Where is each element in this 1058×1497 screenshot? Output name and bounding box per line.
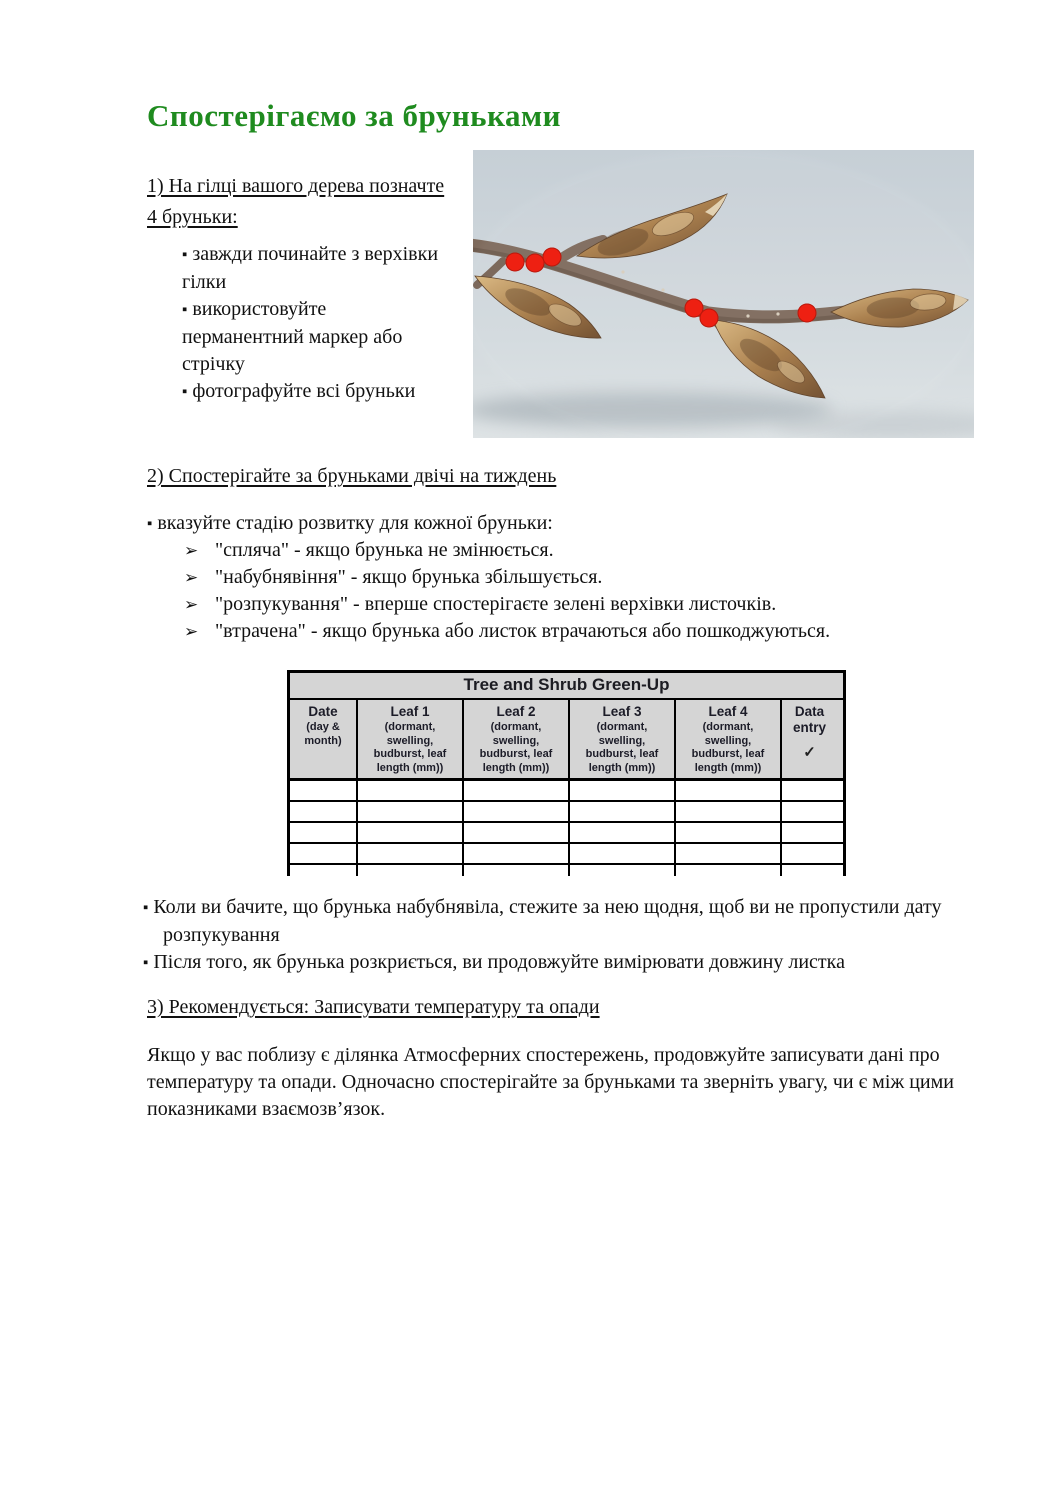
table-cell[interactable] bbox=[462, 823, 568, 842]
table-cell[interactable] bbox=[674, 802, 780, 821]
arrow-bullet-icon: ➢ bbox=[184, 568, 199, 587]
list-item bbox=[143, 949, 1035, 977]
table-cell[interactable] bbox=[290, 802, 356, 821]
arrow-bullet-icon: ➢ bbox=[184, 622, 199, 641]
table-cell[interactable] bbox=[780, 844, 837, 863]
square-bullet-icon: ▪ bbox=[143, 900, 149, 916]
list-item-text: використовуйте перманентний маркер або стрічку bbox=[182, 298, 403, 375]
table-cell[interactable] bbox=[356, 781, 462, 800]
table-cell[interactable] bbox=[568, 844, 674, 863]
table-cell[interactable] bbox=[568, 823, 674, 842]
arrow-bullet-icon: ➢ bbox=[184, 541, 199, 560]
list-item-text: фотографуйте всі бруньки bbox=[192, 380, 416, 402]
list-item bbox=[184, 591, 984, 618]
list-item bbox=[184, 537, 984, 564]
section2-intro bbox=[147, 510, 847, 538]
twig-photo bbox=[473, 150, 974, 438]
table-cell[interactable] bbox=[780, 823, 837, 842]
table-row[interactable] bbox=[290, 781, 843, 802]
table-cell[interactable] bbox=[674, 781, 780, 800]
table-row[interactable] bbox=[290, 802, 843, 823]
table-cell[interactable] bbox=[568, 802, 674, 821]
table-cell[interactable] bbox=[780, 802, 837, 821]
list-item bbox=[182, 378, 444, 406]
table-cell[interactable] bbox=[356, 823, 462, 842]
stage-text: "спляча" - якщо брунька не змінюється. bbox=[215, 539, 554, 561]
note-text: Після того, як брунька розкриється, ви продовжуйте вимірювати довжину листка bbox=[153, 951, 845, 973]
table-cell[interactable] bbox=[568, 781, 674, 800]
section2-intro-text: вказуйте стадію розвитку для кожної бруньки: bbox=[157, 512, 553, 534]
stage-text: "втрачена" - якщо брунька або листок втрачаються або пошкоджуються. bbox=[215, 620, 831, 642]
table-cell[interactable] bbox=[780, 781, 837, 800]
list-item-text: завжди починайте з верхівки гілки bbox=[182, 243, 439, 293]
page-title: Спостерігаємо за бруньками bbox=[147, 98, 561, 133]
table-cell[interactable] bbox=[674, 865, 780, 876]
column-subtitle: (dormant, swelling, budburst, leaf length (mm)) bbox=[691, 721, 765, 774]
square-bullet-icon: ▪ bbox=[143, 955, 149, 971]
column-name: Data entry bbox=[792, 704, 826, 735]
green-up-table bbox=[287, 670, 846, 876]
list-item bbox=[182, 241, 444, 296]
table-cell[interactable] bbox=[780, 865, 837, 876]
column-header-leaf3 bbox=[568, 700, 674, 778]
table-cell[interactable] bbox=[290, 844, 356, 863]
stage-text: "розпукування" - вперше спостерігаєте зелені верхівки листочків. bbox=[215, 593, 777, 615]
table-cell[interactable] bbox=[356, 865, 462, 876]
list-item bbox=[182, 296, 444, 378]
table-title: Tree and Shrub Green-Up bbox=[290, 673, 843, 700]
table-cell[interactable] bbox=[674, 844, 780, 863]
table-cell[interactable] bbox=[290, 823, 356, 842]
column-header-data-entry bbox=[780, 700, 837, 778]
note-text: Коли ви бачите, що брунька набубнявіла, стежите за нею щодня, щоб ви не пропустили дату розпукування bbox=[153, 896, 942, 946]
column-name: Leaf 3 bbox=[602, 704, 642, 719]
column-name: Leaf 2 bbox=[496, 704, 536, 719]
table-row[interactable] bbox=[290, 844, 843, 865]
square-bullet-icon: ▪ bbox=[147, 516, 153, 532]
table-cell[interactable] bbox=[462, 865, 568, 876]
square-bullet-icon: ▪ bbox=[182, 302, 188, 318]
section3-heading: 3) Рекомендується: Записувати температуру та опади bbox=[147, 996, 600, 1018]
table-cell[interactable] bbox=[462, 802, 568, 821]
section2-heading: 2) Спостерігайте за бруньками двічі на тиждень bbox=[147, 465, 557, 487]
twig-photo-illustration bbox=[473, 150, 974, 438]
column-name: Date bbox=[308, 704, 338, 719]
list-item bbox=[184, 618, 984, 645]
photo-haze bbox=[473, 150, 974, 438]
list-item bbox=[143, 894, 1035, 949]
table-cell[interactable] bbox=[462, 781, 568, 800]
arrow-bullet-icon: ➢ bbox=[184, 595, 199, 614]
table-cell[interactable] bbox=[356, 802, 462, 821]
notes-list bbox=[143, 894, 1035, 977]
table-header-row bbox=[290, 700, 843, 781]
column-header-leaf1 bbox=[356, 700, 462, 778]
column-subtitle: (day & month) bbox=[304, 721, 342, 747]
table-cell[interactable] bbox=[356, 844, 462, 863]
list-item bbox=[184, 564, 984, 591]
section1-bullet-list bbox=[182, 241, 444, 406]
column-header-date bbox=[290, 700, 356, 778]
section3-paragraph: Якщо у вас поблизу є ділянка Атмосферних спостережень, продовжуйте записувати дані про температуру та опади. Одночасно спостерігайте за бруньками та зверніть увагу, чи є між цими показниками взаємозв’язок. bbox=[147, 1044, 954, 1120]
checkmark-icon: ✓ bbox=[803, 744, 816, 761]
bud-marker-dot bbox=[506, 253, 525, 272]
column-name: Leaf 4 bbox=[708, 704, 748, 719]
column-subtitle: (dormant, swelling, budburst, leaf length (mm)) bbox=[479, 721, 553, 774]
bud-marker-dot bbox=[543, 248, 562, 267]
square-bullet-icon: ▪ bbox=[182, 384, 188, 400]
table-cell[interactable] bbox=[290, 865, 356, 876]
square-bullet-icon: ▪ bbox=[182, 247, 188, 263]
table-cell[interactable] bbox=[568, 865, 674, 876]
column-header-leaf2 bbox=[462, 700, 568, 778]
column-name: Leaf 1 bbox=[390, 704, 430, 719]
stage-list bbox=[184, 537, 984, 645]
section1-heading: 1) На гілці вашого дерева позначте 4 бруньки: bbox=[147, 175, 445, 228]
bud-marker-dot bbox=[798, 304, 817, 323]
column-subtitle: (dormant, swelling, budburst, leaf length (mm)) bbox=[585, 721, 659, 774]
column-header-leaf4 bbox=[674, 700, 780, 778]
table-cell[interactable] bbox=[674, 823, 780, 842]
table-row-cutoff[interactable] bbox=[290, 865, 843, 876]
bud-marker-dot bbox=[700, 309, 719, 328]
stage-text: "набубнявіння" - якщо брунька збільшується. bbox=[215, 566, 603, 588]
table-cell[interactable] bbox=[290, 781, 356, 800]
table-row[interactable] bbox=[290, 823, 843, 844]
table-cell[interactable] bbox=[462, 844, 568, 863]
column-subtitle: (dormant, swelling, budburst, leaf length (mm)) bbox=[373, 721, 447, 774]
